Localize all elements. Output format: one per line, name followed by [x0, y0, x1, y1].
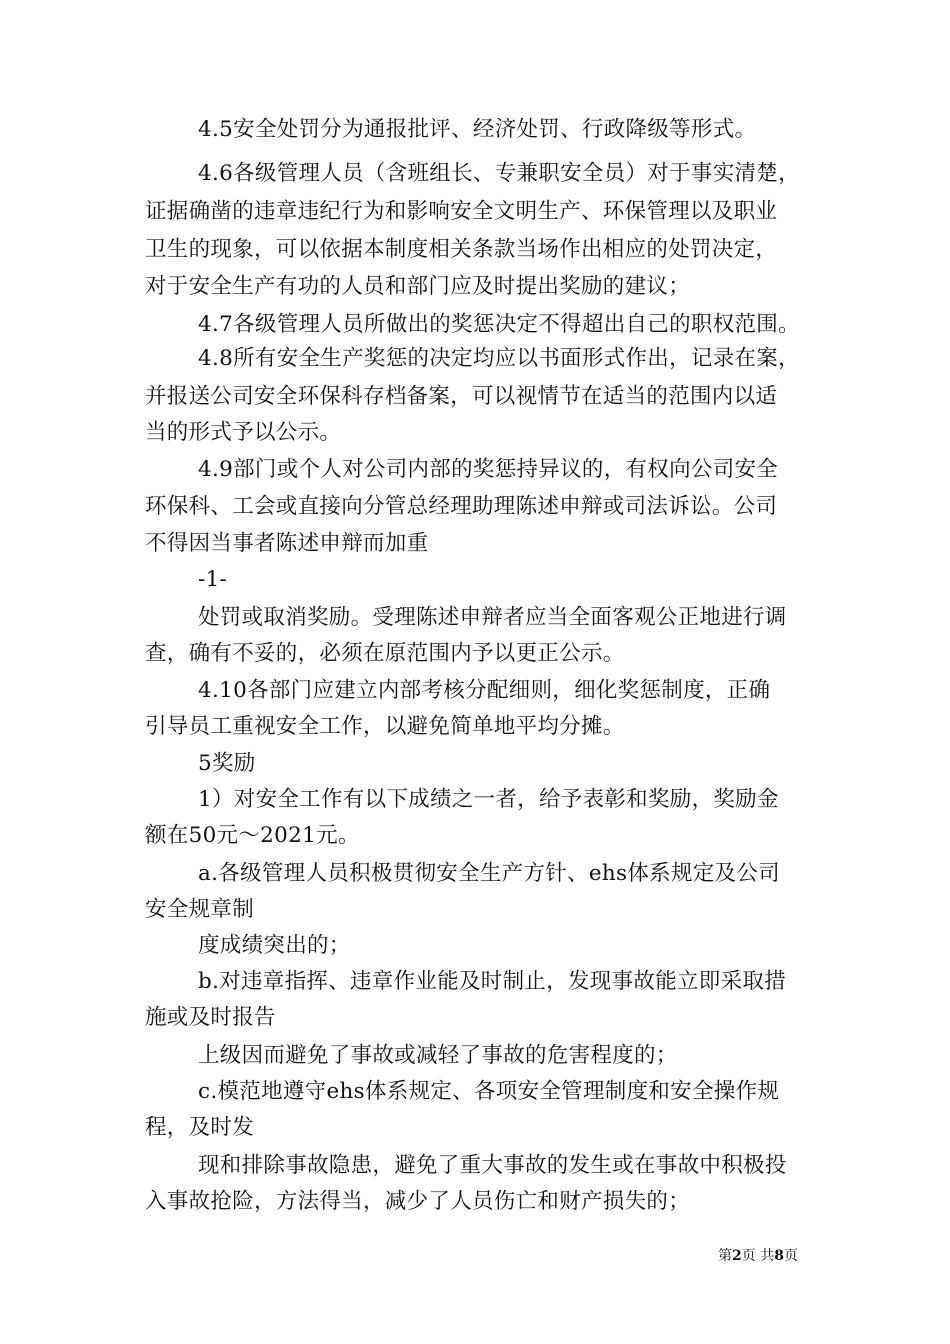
text-line: 查，确有不妥的，必须在原范围内予以更正公示。	[145, 641, 625, 666]
text-line: 不得因当事者陈述申辩而加重	[145, 531, 429, 556]
text-line: 4.6各级管理人员（含班组长、专兼职安全员）对于事实清楚，	[198, 161, 800, 186]
text-line: 程，及时发	[145, 1115, 255, 1140]
text-line: c.模范地遵守ehs体系规定、各项安全管理制度和安全操作规	[198, 1079, 780, 1104]
text-line: 1）对安全工作有以下成绩之一者，给予表彰和奖励，奖励金	[198, 787, 779, 812]
text-line: 度成绩突出的；	[198, 933, 351, 958]
text-line: a.各级管理人员积极贯彻安全生产方针、ehs体系规定及公司	[198, 861, 780, 886]
text-line: 现和排除事故隐患，避免了重大事故的发生或在事故中积极投	[198, 1153, 787, 1178]
text-line: 入事故抢险，方法得当，减少了人员伤亡和财产损失的；	[145, 1189, 691, 1214]
page-footer	[718, 1247, 798, 1265]
text-line: 4.5安全处罚分为通报批评、经济处罚、行政降级等形式。	[198, 117, 757, 142]
text-line: 环保科、工会或直接向分管总经理助理陈述申辩或司法诉讼。公司	[145, 494, 778, 519]
text-line: 施或及时报告	[145, 1005, 276, 1030]
section-heading: 5奖励	[198, 751, 256, 776]
text-line: 卫生的现象，可以依据本制度相关条款当场作出相应的处罚决定，	[145, 237, 778, 262]
text-line: 4.8所有安全生产奖惩的决定均应以书面形式作出，记录在案，	[198, 346, 800, 371]
text-line: 证据确凿的违章违纪行为和影响安全文明生产、环保管理以及职业	[145, 199, 778, 224]
footer-prefix: 第	[718, 1248, 732, 1264]
total-pages-number: 8	[774, 1248, 784, 1264]
text-line: 4.9部门或个人对公司内部的奖惩持异议的，有权向公司安全	[198, 457, 779, 482]
current-page-number: 2	[732, 1248, 742, 1264]
text-line: 处罚或取消奖励。受理陈述申辩者应当全面客观公正地进行调	[198, 605, 787, 630]
page-marker: -1-	[198, 567, 228, 592]
text-line: 引导员工重视安全工作，以避免简单地平均分摊。	[145, 714, 625, 739]
text-line: 4.7各级管理人员所做出的奖惩决定不得超出自己的职权范围。	[198, 312, 800, 337]
text-line: 上级因而避免了事故或减轻了事故的危害程度的；	[198, 1043, 678, 1068]
text-line: 对于安全生产有功的人员和部门应及时提出奖励的建议；	[145, 274, 691, 299]
footer-middle: 页 共	[741, 1248, 775, 1264]
text-line: 4.10各部门应建立内部考核分配细则，细化奖惩制度，正确	[198, 678, 771, 703]
text-line: 当的形式予以公示。	[145, 420, 342, 445]
footer-suffix: 页	[783, 1248, 798, 1264]
text-line: 安全规章制	[145, 897, 255, 922]
text-line: 额在50元～2021元。	[145, 823, 360, 848]
text-line: b.对违章指挥、违章作业能及时制止，发现事故能立即采取措	[198, 969, 786, 994]
text-line: 并报送公司安全环保科存档备案，可以视情节在适当的范围内以适	[145, 384, 778, 409]
